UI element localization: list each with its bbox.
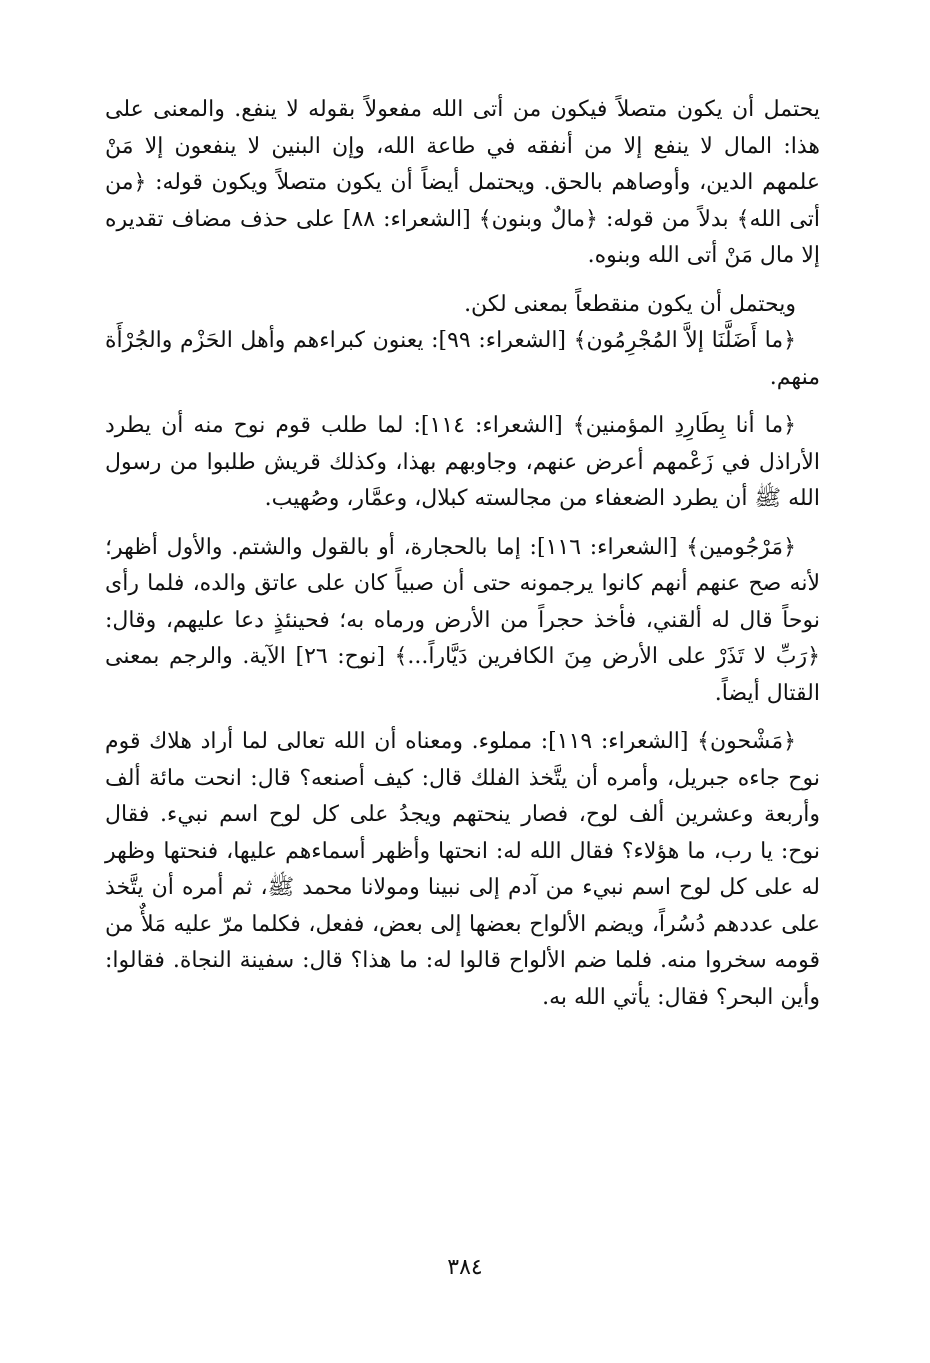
- page-number: ٣٨٤: [447, 1255, 483, 1280]
- paragraph-5: ﴿مَرْجُومين﴾ [الشعراء: ١١٦]: إما بالحجارة، أو بالقول والشتم. والأول أظهر؛ لأنه صح عنهم أنهم كانوا يرجمونه حتى أن صبياً كان على عاتق والده، فلما رأى نوحاً قال له ألقني، فأخذ حجراً من الأرض ورماه به؛ فحينئذٍ دعا عليهم، وقال: ﴿رَبِّ لا تَذَرْ على الأرض مِنَ الكافرين دَيَّاراً...﴾ [نوح: ٢٦] الآية. والرجم بمعنى القتال أيضاً.: [105, 534, 820, 706]
- paragraph-2: ويحتمل أن يكون منقطعاً بمعنى لكن.: [464, 291, 796, 317]
- paragraph-1: يحتمل أن يكون متصلاً فيكون من أتى الله مفعولاً بقوله لا ينفع. والمعنى على هذا: المال لا ينفع إلا من أنفقه في طاعة الله، وإن البنين لا ينفعون إلا مَنْ علمهم الدين، وأوصاهم بالحق. ويحتمل أيضاً أن يكون متصلاً ويكون قوله: ﴿من أتى الله﴾ بدلاً من قوله: ﴿مالٌ وبنون﴾ [الشعراء: ٨٨] على حذف مضاف تقديره إلا مال مَنْ أتى الله وبنوه.: [105, 97, 821, 268]
- paragraph-6: ﴿مَشْحون﴾ [الشعراء: ١١٩]: مملوء. ومعناه أن الله تعالى لما أراد هلاك قوم نوح جاءه جبريل، وأمره أن يتَّخذ الفلك قال: كيف أصنعه؟ قال: انحت مائة ألف وأربعة وعشرين ألف لوح، فصار ينحتهم ويجدُ على كل لوح اسم نبيء. فقال نوح: يا رب، ما هؤلاء؟ فقال الله له: انحتها وأظهر أسماءهم عليها، فنحتها وظهر له على كل لوح اسم نبيء من آدم إلى نبينا ومولانا محمد ﷺ، ثم أمره أن يتَّخذ على عددهم دُسُراً، ويضم الألواح بعضها إلى بعض، ففعل، فكلما مرّ عليه مَلأٌ من قومه سخروا منه. فلما ضم الألواح قالوا له: ما هذا؟ قال: سفينة النجاة. فقالوا: وأين البحر؟ فقال: يأتي الله به.: [105, 729, 820, 1010]
- body-text: [105, 92, 820, 1016]
- paragraph-4: ﴿ما أنا بِطَارِدِ المؤمنين﴾ [الشعراء: ١١٤]: لما طلب قوم نوح منه أن يطرد الأراذل في زَعْمهم أعرض عنهم، وجاوبهم بهذا، وكذلك قريش طلبوا من رسول الله ﷺ أن يطرد الضعفاء من مجالسته كبلال، وعمَّار، وصُهيب.: [105, 413, 820, 511]
- paragraph-3: ﴿ما أَضَلَّنَا إلاَّ المُجْرِمُون﴾ [الشعراء: ٩٩]: يعنون كبراءهم وأهل الحَزْم والجُرْأَة منهم.: [105, 328, 820, 390]
